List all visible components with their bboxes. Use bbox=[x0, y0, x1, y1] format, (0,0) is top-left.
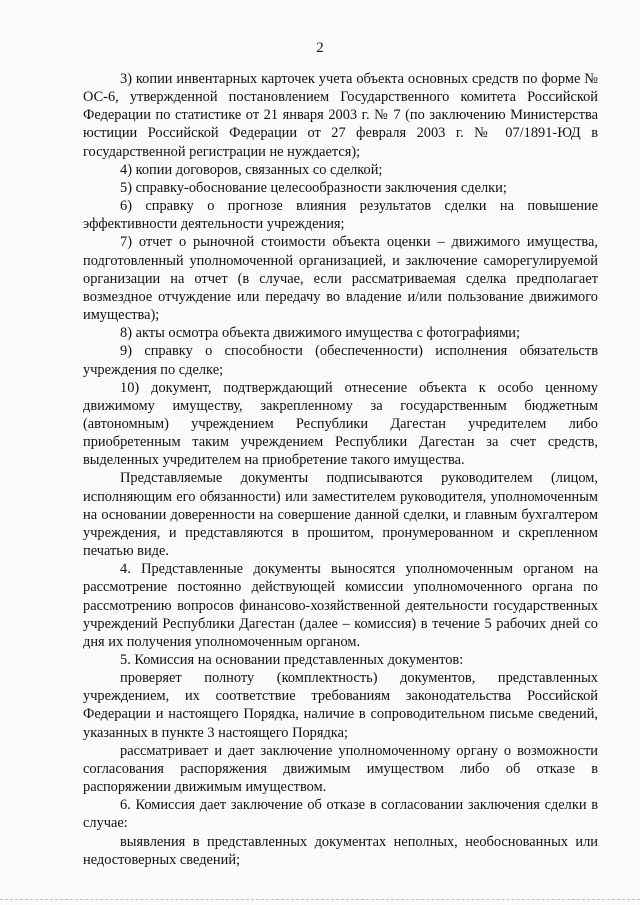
scan-bottom-edge bbox=[0, 899, 640, 903]
paragraph-item-7: 7) отчет о рыночной стоимости объекта оценки – движимого имущества, подготовленный уполномоченной организацией, и заключение саморегулируемой организации на отчет (в случае, если рассматриваемая сделка предполагает возмездное отчуждение или передачу во владение и/или пользование движимого имущества); bbox=[83, 234, 598, 324]
paragraph-signing-rules: Представляемые документы подписываются руководителем (лицом, исполняющим его обязанности) или заместителем руководителя, уполномоченным на основании доверенности на совершение данной сделки, и главным бухгалтером учреждения, и представляются в прошитом, пронумерованном и скрепленном печатью виде. bbox=[83, 470, 598, 560]
paragraph-clause-5-check: проверяет полноту (комплектность) документов, представленных учреждением, их соответствие требованиям законодательства Российской Федерации и настоящего Порядка, наличие в сопроводительном письме сведений, указанных в пункте 3 настоящего Порядка; bbox=[83, 670, 598, 741]
paragraph-item-8: 8) акты осмотра объекта движимого имущества с фотографиями; bbox=[120, 325, 521, 342]
paragraph-item-9: 9) справку о способности (обеспеченности) исполнения обязательств учреждения по сделке; bbox=[83, 343, 598, 378]
paragraph-clause-5-conclusion: рассматривает и дает заключение уполномоченному органу о возможности согласования распоряжения движимым имуществом либо об отказе в распоряжении движимым имуществом. bbox=[83, 742, 598, 796]
paragraph-clause-6: 6. Комиссия дает заключение об отказе в согласовании заключения сделки в случае: bbox=[83, 797, 598, 832]
paragraph-item-5: 5) справку-обоснование целесообразности заключения сделки; bbox=[120, 179, 507, 196]
paragraph-clause-6-reason: выявления в представленных документах неполных, необоснованных или недостоверных сведений; bbox=[83, 833, 598, 868]
paragraph-clause-4: 4. Представленные документы выносятся уполномоченным органом на рассмотрение постоянно действующей комиссии уполномоченного органа по рассмотрению вопросов финансово-хозяйственной деятельности государственных учреждений Республики Дагестан (далее – комиссия) в течение 5 рабочих дней со дня их получения уполномоченным органом. bbox=[83, 561, 598, 650]
paragraph-item-3: 3) копии инвентарных карточек учета объекта основных средств по форме № ОС-6, утвержденной постановлением Государственного комитета Российской Федерации по статистике от 21 января 2003 г. № 7 (по заключению Министерства юстиции Российской Федерации от 27 февраля 2003 г. № 07/1891-ЮД в государственной регистрации не нуждается); bbox=[83, 71, 598, 160]
page-number: 2 bbox=[316, 40, 324, 56]
paragraph-clause-5: 5. Комиссия на основании представленных документов: bbox=[120, 652, 464, 668]
paragraph-item-10: 10) документ, подтверждающий отнесение объекта к особо ценному движимому имуществу, закрепленному за государственным бюджетным (автономным) учреждением Республики Дагестан учредителем либо приобретенным таким учреждением Республики Дагестан за счет средств, выделенных учредителем на приобретение такого имущества. bbox=[83, 379, 598, 469]
document-body bbox=[83, 70, 598, 869]
paragraph-item-6: 6) справку о прогнозе влияния результатов сделки на повышение эффективности деятельности учреждения; bbox=[83, 198, 598, 233]
paragraph-item-4: 4) копии договоров, связанных со сделкой; bbox=[120, 161, 383, 178]
